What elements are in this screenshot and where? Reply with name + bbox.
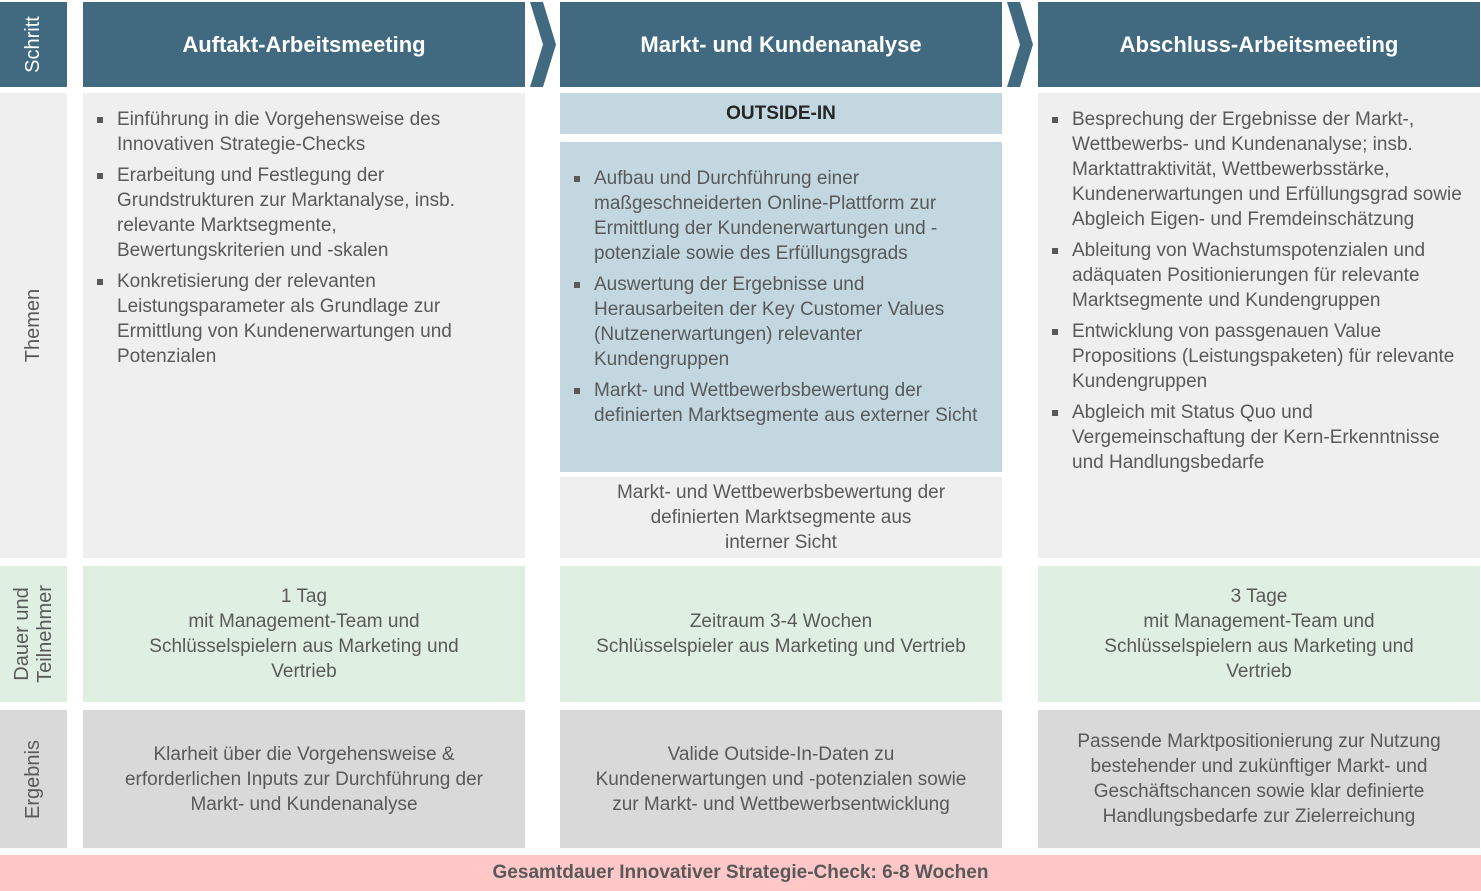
list-item: Ableitung von Wachstumspotenzialen und adäquaten Positionierungen für relevante Marktsegmente und Kundengruppen	[1050, 238, 1470, 313]
total-duration-footer: Gesamtdauer Innovativer Strategie-Check: 6-8 Wochen	[0, 855, 1481, 891]
list-item: Abgleich mit Status Quo und Vergemeinschaftung der Kern-Erkenntnisse und Handlungsbedarfe	[1050, 400, 1470, 475]
list-item: Markt- und Wettbewerbsbewertung der definierten Marktsegmente aus externer Sicht	[572, 378, 988, 428]
step-header-2	[560, 2, 1002, 87]
topics-list-3	[1050, 107, 1470, 475]
step-header-1	[83, 2, 525, 87]
list-item: Auswertung der Ergebnisse und Herausarbeiten der Key Customer Values (Nutzenerwartungen) relevanter Kundengruppen	[572, 272, 988, 372]
row-label-duration-text: Dauer und Teilnehmer	[10, 585, 56, 683]
topics-list-2	[572, 166, 988, 428]
list-item: Aufbau und Durchführung einer maßgeschneiderten Online-Plattform zur Ermittlung der Kundenerwartungen und -potenziale sowie des Erfüllungsgrads	[572, 166, 988, 266]
topics-panel-3	[1038, 93, 1480, 558]
result-box-3: Passende Marktpositionierung zur Nutzung bestehender und zukünftiger Markt- und Geschäftschancen sowie klar definierte Handlungsbedarfe zur Zielerreichung	[1038, 710, 1480, 848]
list-item: Konkretisierung der relevanten Leistungsparameter als Grundlage zur Ermittlung von Kundenerwartungen und Potenzialen	[95, 269, 507, 369]
result-box-2: Valide Outside-In-Daten zu Kundenerwartungen und -potenzialen sowie zur Markt- und Wettbewerbsentwicklung	[560, 710, 1002, 848]
duration-box-1: 1 Tag mit Management-Team und Schlüsselspielern aus Marketing und Vertrieb	[83, 566, 525, 702]
duration-box-2: Zeitraum 3-4 Wochen Schlüsselspieler aus Marketing und Vertrieb	[560, 566, 1002, 702]
outside-in-title: OUTSIDE-IN	[560, 93, 1002, 134]
row-label-result-text: Ergebnis	[22, 739, 44, 819]
outside-in-panel	[560, 142, 1002, 472]
step-title-2: Markt- und Kundenanalyse	[640, 31, 922, 57]
row-label-topics	[0, 93, 67, 558]
row-label-result	[0, 710, 67, 848]
chevron-right-icon	[1007, 2, 1033, 87]
step-title-1: Auftakt-Arbeitsmeeting	[182, 31, 426, 57]
duration-box-3: 3 Tage mit Management-Team und Schlüsselspielern aus Marketing und Vertrieb	[1038, 566, 1480, 702]
result-box-1: Klarheit über die Vorgehensweise & erforderlichen Inputs zur Durchführung der Markt- und Kundenanalyse	[83, 710, 525, 848]
inside-view-note: Markt- und Wettbewerbsbewertung der definierten Marktsegmente aus interner Sicht	[560, 477, 1002, 558]
list-item: Besprechung der Ergebnisse der Markt-, Wettbewerbs- und Kundenanalyse; insb. Marktattraktivität, Wettbewerbsstärke, Kundenerwartungen und Erfüllungsgrad sowie Abgleich Eigen- und Fremdeinschätzung	[1050, 107, 1470, 232]
topics-panel-1	[83, 93, 525, 558]
chevron-right-icon	[530, 2, 556, 87]
topics-list-1	[95, 107, 507, 369]
list-item: Erarbeitung und Festlegung der Grundstrukturen zur Marktanalyse, insb. relevante Marktsegmente, Bewertungskriterien und -skalen	[95, 163, 507, 263]
step-title-3: Abschluss-Arbeitsmeeting	[1119, 31, 1399, 57]
row-label-topics-text: Themen	[22, 288, 44, 363]
row-label-step	[0, 2, 67, 87]
step-header-3	[1038, 2, 1480, 87]
list-item: Einführung in die Vorgehensweise des Innovativen Strategie-Checks	[95, 107, 507, 157]
row-label-step-text: Schritt	[22, 16, 44, 73]
list-item: Entwicklung von passgenauen Value Propositions (Leistungspaketen) für relevante Kundengruppen	[1050, 319, 1470, 394]
row-label-duration	[0, 566, 67, 702]
